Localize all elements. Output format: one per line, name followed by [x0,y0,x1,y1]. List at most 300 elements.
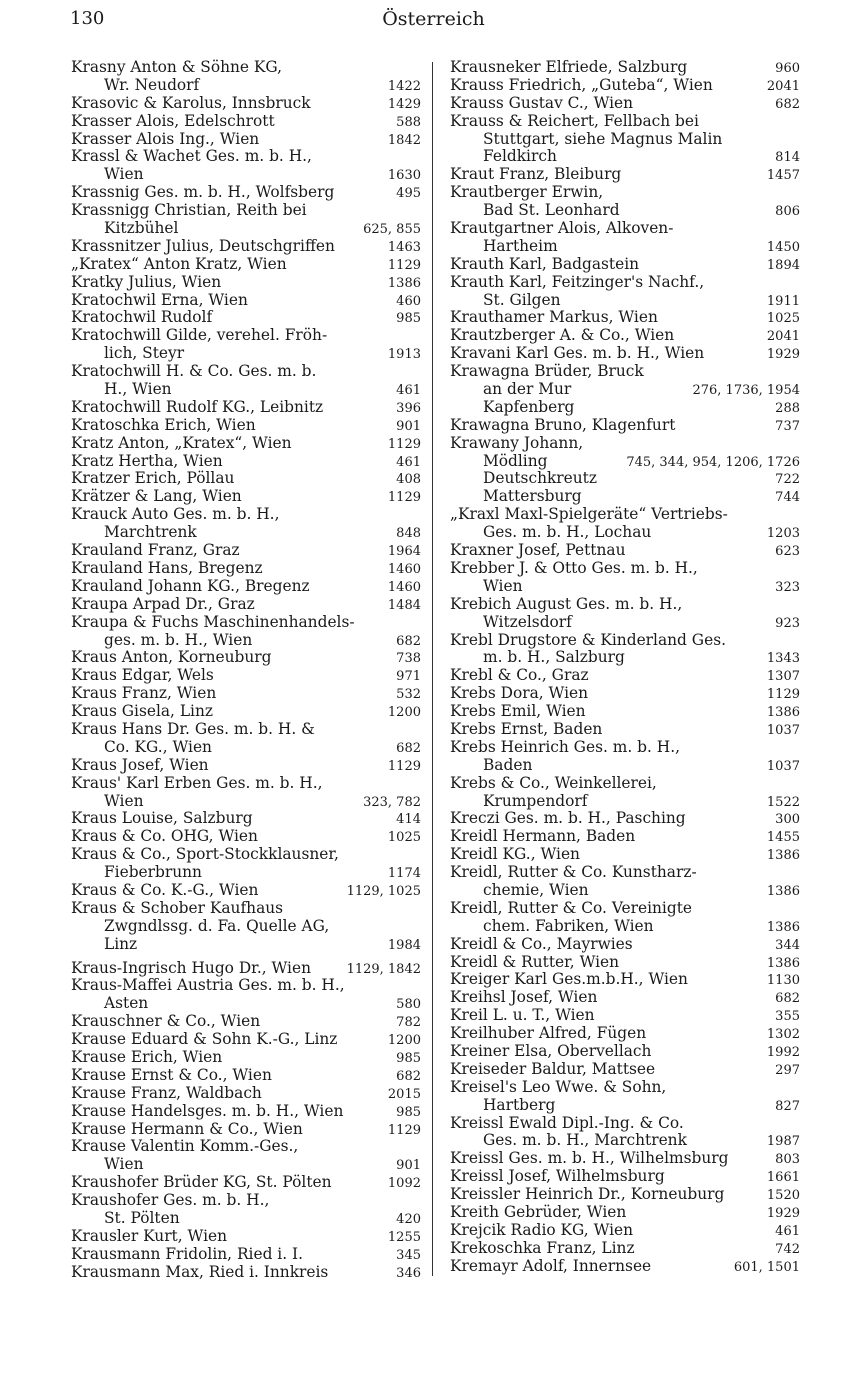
entry-text: Kreiner Elsa, Obervellach [450,1041,652,1060]
entry-line [71,828,421,846]
entry-line [450,345,800,363]
page-reference: 276, 1736, 1954 [692,383,800,399]
directory-entry [71,960,421,978]
entry-text: Krebl & Co., Graz [450,666,589,685]
entry-line [71,1210,421,1228]
directory-entry [450,596,800,632]
column-divider [432,62,433,1276]
directory-entry [450,184,800,220]
directory-entry [450,1258,800,1276]
page-reference: 1460 [387,579,421,595]
entry-text: Kraus & Co. OHG, Wien [71,827,258,846]
entry-text: Kratochwill H. & Co. Ges. m. b. [71,362,317,381]
directory-entry [71,614,421,650]
entry-line [71,417,421,435]
entry-text: Krasser Alois Ing., Wien [71,129,260,148]
entry-text: Hartheim [483,236,558,255]
page-reference: 1025 [766,311,800,327]
entry-line [71,166,421,184]
entry-line [71,238,421,256]
entry-line [450,506,800,524]
directory-entry [71,775,421,811]
page-reference: 1463 [387,239,421,255]
page-reference: 1129, 1842 [346,961,421,977]
directory-entry [71,882,421,900]
entry-text: Ges. m. b. H., Lochau [483,523,652,542]
entry-line [450,256,800,274]
entry-text: Krawagna Bruno, Klagenfurt [450,415,676,434]
page-reference: 288 [775,400,800,416]
entry-text: Kraus-Ingrisch Hugo Dr., Wien [71,958,312,977]
directory-entry [450,59,800,77]
entry-text: Krausneker Elfriede, Salzburg [450,58,688,76]
entry-line [71,614,421,632]
page-reference: 1992 [766,1044,800,1060]
entry-text: Kreidl, Rutter & Co. Kunstharz- [450,863,697,882]
directory-entry [71,453,421,471]
entry-text: Krebich August Ges. m. b. H., [450,594,683,613]
entry-text: Krause Ernst & Co., Wien [71,1065,272,1084]
entry-line [450,1222,800,1240]
entry-text: Krebs Ernst, Baden [450,719,603,738]
page-reference: 1929 [766,347,800,363]
directory-entry [450,95,800,113]
entry-line [71,793,421,811]
entry-line [71,596,421,614]
entry-line [71,309,421,327]
entry-line [71,184,421,202]
page-reference: 601, 1501 [733,1259,800,1275]
directory-entry [71,1264,421,1282]
entry-line [450,971,800,989]
entry-text: Ges. m. b. H., Marchtrenk [483,1131,687,1150]
directory-entry [450,470,800,488]
entry-line [71,95,421,113]
entry-line [450,667,800,685]
entry-text: Deutschkreutz [483,469,597,488]
entry-text: Kraupa & Fuchs Maschinenhandels- [71,612,355,631]
entry-text: Kraus Josef, Wien [71,755,209,774]
directory-entry [450,345,800,363]
entry-line [450,1240,800,1258]
entry-text: Kreidl, Rutter & Co. Vereinigte [450,898,692,917]
directory-entry [450,810,800,828]
entry-text: Krassnig Ges. m. b. H., Wolfsberg [71,183,335,202]
entry-line [450,1097,800,1115]
entry-line [450,757,800,775]
entry-text: Kreissl Josef, Wilhelmsburg [450,1167,665,1186]
page-reference: 1422 [387,78,421,94]
entry-line [450,739,800,757]
page-reference: 682 [775,991,800,1007]
entry-text: Kratky Julius, Wien [71,272,222,291]
entry-line [450,131,800,149]
directory-entry [450,632,800,668]
entry-line [450,1025,800,1043]
entry-text: Kreiger Karl Ges.m.b.H., Wien [450,970,688,989]
entry-text: Wien [104,1155,144,1174]
page-reference: 1457 [766,168,800,184]
entry-line [450,810,800,828]
entry-line [71,1246,421,1264]
entry-text: Krätzer & Lang, Wien [71,487,242,506]
entry-line [71,977,421,995]
entry-line [71,381,421,399]
entry-text: Kreissl Ges. m. b. H., Wilhelmsburg [450,1149,729,1168]
page-reference: 1661 [766,1170,800,1186]
page-reference: 1203 [766,526,800,542]
entry-text: Kratzer Erich, Pöllau [71,469,235,488]
directory-entry [71,1121,421,1139]
entry-text: Krauschner & Co., Wien [71,1012,261,1031]
directory-entry [450,399,800,417]
entry-text: H., Wien [104,380,172,399]
entry-line [71,256,421,274]
entry-text: Krejcik Radio KG, Wien [450,1220,634,1239]
directory-entry [71,757,421,775]
entry-line [450,166,800,184]
page-reference: 1964 [387,544,421,560]
page-reference: 1522 [766,794,800,810]
page-reference: 346 [396,1265,421,1281]
page-reference: 461 [775,1223,800,1239]
page-reference: 722 [775,472,800,488]
entry-text: Kraus Louise, Salzburg [71,809,253,828]
page-reference: 985 [396,1050,421,1066]
entry-line [71,960,421,978]
page-reference: 461 [396,383,421,399]
entry-text: ges. m. b. H., Wien [104,630,253,649]
entry-text: Kratz Anton, „Kratex“, Wien [71,433,292,452]
entry-text: Krebs Heinrich Ges. m. b. H., [450,737,680,756]
page-reference: 396 [396,400,421,416]
page-reference: 1174 [387,866,421,882]
page-reference: 1129 [387,758,421,774]
entry-line [450,327,800,345]
directory-entry [71,470,421,488]
entry-line [71,1013,421,1031]
directory-entry [71,1228,421,1246]
entry-line [450,864,800,882]
entry-text: Krauland Franz, Graz [71,541,240,560]
entry-text: Krause Eduard & Sohn K.-G., Linz [71,1030,338,1049]
entry-text: chem. Fabriken, Wien [483,916,654,935]
page-reference: 1455 [766,830,800,846]
directory-entry [450,220,800,256]
page-reference: 414 [396,812,421,828]
entry-line [71,59,421,77]
directory-entry [450,435,800,471]
directory-entry [450,1079,800,1115]
entry-line [71,1264,421,1282]
entry-line [71,202,421,220]
entry-line [450,1115,800,1133]
page-reference: 300 [775,812,800,828]
right-column [450,59,800,1276]
page-reference: 682 [396,740,421,756]
entry-text: Kraupa Arpad Dr., Graz [71,594,255,613]
entry-line [71,560,421,578]
entry-text: Hartberg [483,1095,556,1114]
directory-entry [450,846,800,864]
entry-line [450,596,800,614]
page-reference: 344 [775,937,800,953]
entry-text: „Kraxl Maxl-Spielgeräte“ Vertriebs- [450,505,728,524]
entry-line [450,77,800,95]
directory-entry [71,113,421,131]
entry-line [450,488,800,506]
entry-text: Kreith Gebrüder, Wien [450,1203,627,1221]
entry-line [71,1174,421,1192]
page-reference: 495 [396,186,421,202]
entry-text: Kraus-Maffei Austria Ges. m. b. H., [71,976,345,995]
entry-line [71,131,421,149]
directory-entry [71,703,421,721]
page-reference: 297 [775,1062,800,1078]
directory-entry [450,274,800,310]
entry-text: Kraushofer Ges. m. b. H., [71,1191,270,1210]
page-number: 130 [70,8,105,29]
entry-line [450,184,800,202]
page-reference: 2041 [766,329,800,345]
entry-line [450,1061,800,1079]
entry-text: Kreidl KG., Wien [450,845,580,864]
entry-line [71,363,421,381]
page-reference: 1129 [387,1122,421,1138]
directory-entry [71,59,421,95]
entry-line [71,148,421,166]
entry-text: Baden [483,755,533,774]
entry-line [71,1049,421,1067]
entry-line [71,685,421,703]
entry-text: Kratochwil Erna, Wien [71,290,248,309]
entry-line [71,274,421,292]
entry-line [450,220,800,238]
entry-line [450,292,800,310]
directory-entry [71,900,421,954]
entry-line [450,954,800,972]
page-reference: 1842 [387,132,421,148]
entry-text: Krebs Emil, Wien [450,702,586,721]
entry-text: Fieberbrunn [104,863,202,882]
entry-line [71,524,421,542]
entry-line [450,363,800,381]
entry-text: Co. KG., Wien [104,737,212,756]
directory-entry [450,542,800,560]
page-reference: 1130 [766,973,800,989]
entry-text: Kreil L. u. T., Wien [450,1006,595,1025]
entry-line [71,1085,421,1103]
entry-line [450,560,800,578]
entry-line [71,864,421,882]
entry-line [450,399,800,417]
entry-text: Kraxner Josef, Pettnau [450,541,626,560]
page-reference: 1200 [387,705,421,721]
directory-entry [71,1031,421,1049]
entry-line [450,882,800,900]
page-reference: 461 [396,454,421,470]
entry-line [71,1031,421,1049]
directory-entry [71,417,421,435]
entry-text: Marchtrenk [104,523,197,542]
entry-line [450,1150,800,1168]
page-reference: 1386 [766,919,800,935]
entry-line [450,936,800,954]
directory-entry [71,95,421,113]
page-reference: 1200 [387,1033,421,1049]
entry-line [71,345,421,363]
page-reference: 1129, 1025 [346,883,421,899]
entry-line [450,1168,800,1186]
entry-line [450,1186,800,1204]
entry-text: Kreiseder Baldur, Mattsee [450,1059,656,1078]
entry-text: Kratz Hertha, Wien [71,451,223,470]
directory-entry [450,1043,800,1061]
entry-text: Kraus Anton, Korneuburg [71,648,272,667]
directory-entry [71,506,421,542]
directory-entry [450,703,800,721]
page-reference: 985 [396,311,421,327]
page-reference: 532 [396,687,421,703]
directory-entry [71,363,421,399]
entry-text: Krasovic & Karolus, Innsbruck [71,93,311,112]
entry-line [71,810,421,828]
entry-text: Kreissler Heinrich Dr., Korneuburg [450,1185,725,1204]
entry-text: Kreisel's Leo Wwe. & Sohn, [450,1077,667,1096]
entry-text: Kratochwil Rudolf [71,308,213,327]
entry-line [71,775,421,793]
directory-entry [71,274,421,292]
entry-text: Krausmann Fridolin, Ried i. I. [71,1244,303,1263]
entry-text: Krekoschka Franz, Linz [450,1238,635,1257]
entry-text: Kreilhuber Alfred, Fügen [450,1024,647,1043]
entry-text: Kreidl & Rutter, Wien [450,952,620,971]
page-reference: 355 [775,1009,800,1025]
entry-line [450,632,800,650]
directory-entry [450,417,800,435]
entry-text: Krumpendorf [483,791,588,810]
entry-text: Kraus Gisela, Linz [71,702,214,721]
entry-line [450,148,800,166]
entry-line [71,703,421,721]
entry-text: Krassnitzer Julius, Deutschgriffen [71,236,335,255]
directory-entry [71,578,421,596]
entry-line [71,1138,421,1156]
entry-text: Kraus Edgar, Wels [71,666,214,685]
entry-text: Krawagna Brüder, Bruck [450,362,644,381]
entry-line [71,1192,421,1210]
page-reference: 848 [396,526,421,542]
entry-line [71,220,421,238]
entry-line [71,1103,421,1121]
entry-text: Mödling [483,451,548,470]
entry-line [450,649,800,667]
directory-entry [450,739,800,775]
entry-line [71,435,421,453]
directory-entry [450,936,800,954]
directory-entry [71,1138,421,1174]
entry-line [450,1258,800,1276]
page-reference: 1450 [766,239,800,255]
entry-text: Krause Erich, Wien [71,1047,223,1066]
page-reference: 1092 [387,1176,421,1192]
entry-text: Krause Franz, Waldbach [71,1083,262,1102]
entry-text: Kratoschka Erich, Wien [71,415,256,434]
entry-text: „Kratex“ Anton Kratz, Wien [71,254,287,273]
directory-entry [71,256,421,274]
page-reference: 737 [775,418,800,434]
directory-entry [450,327,800,345]
page-reference: 323 [775,579,800,595]
page-reference: 803 [775,1152,800,1168]
entry-text: Kraus & Co. K.-G., Wien [71,880,259,899]
page-reference: 1460 [387,561,421,577]
directory-entry [71,488,421,506]
entry-text: Krautgartner Alois, Alkoven- [450,219,674,238]
page-reference: 345 [396,1247,421,1263]
directory-entry [450,721,800,739]
page-reference: 1913 [387,347,421,363]
entry-line [71,77,421,95]
directory-entry [71,327,421,363]
entry-line [71,113,421,131]
directory-entry [450,1222,800,1240]
entry-line [71,292,421,310]
entry-line [450,989,800,1007]
entry-text: Krausmann Max, Ried i. Innkreis [71,1262,329,1281]
directory-entry [450,1186,800,1204]
entry-line [71,757,421,775]
directory-entry [450,775,800,811]
entry-line [71,667,421,685]
entry-line [450,703,800,721]
entry-line [71,488,421,506]
entry-text: Krauland Johann KG., Bregenz [71,576,310,595]
entry-text: Krauss & Reichert, Fellbach bei [450,111,699,130]
page-reference: 806 [775,204,800,220]
entry-text: St. Pölten [104,1209,180,1227]
directory-entry [71,435,421,453]
entry-text: Bad St. Leonhard [483,201,620,220]
entry-text: Kitzbühel [104,219,179,238]
entry-text: Kraus Hans Dr. Ges. m. b. H. & [71,719,315,738]
directory-entry [71,810,421,828]
entry-line [450,846,800,864]
entry-line [450,578,800,596]
entry-text: Krautzberger A. & Co., Wien [450,326,675,345]
directory-entry [71,292,421,310]
page-header [70,8,797,34]
entry-text: Linz [104,934,138,953]
entry-text: Krassnigg Christian, Reith bei [71,201,307,220]
entry-text: Mattersburg [483,487,582,506]
entry-line [71,542,421,560]
directory-entry [450,560,800,596]
entry-line [450,1204,800,1222]
page-reference: 827 [775,1098,800,1114]
page-reference: 682 [396,633,421,649]
entry-line [71,399,421,417]
directory-entry [71,721,421,757]
entry-text: Krause Handelsges. m. b. H., Wien [71,1101,344,1120]
entry-line [450,1043,800,1061]
page-reference: 1307 [766,669,800,685]
page-reference: 1129 [766,687,800,703]
entry-text: Kratochwill Gilde, verehel. Fröh- [71,326,328,345]
entry-text: Krauss Gustav C., Wien [450,93,634,112]
directory-entry [450,1168,800,1186]
entry-line [71,1228,421,1246]
